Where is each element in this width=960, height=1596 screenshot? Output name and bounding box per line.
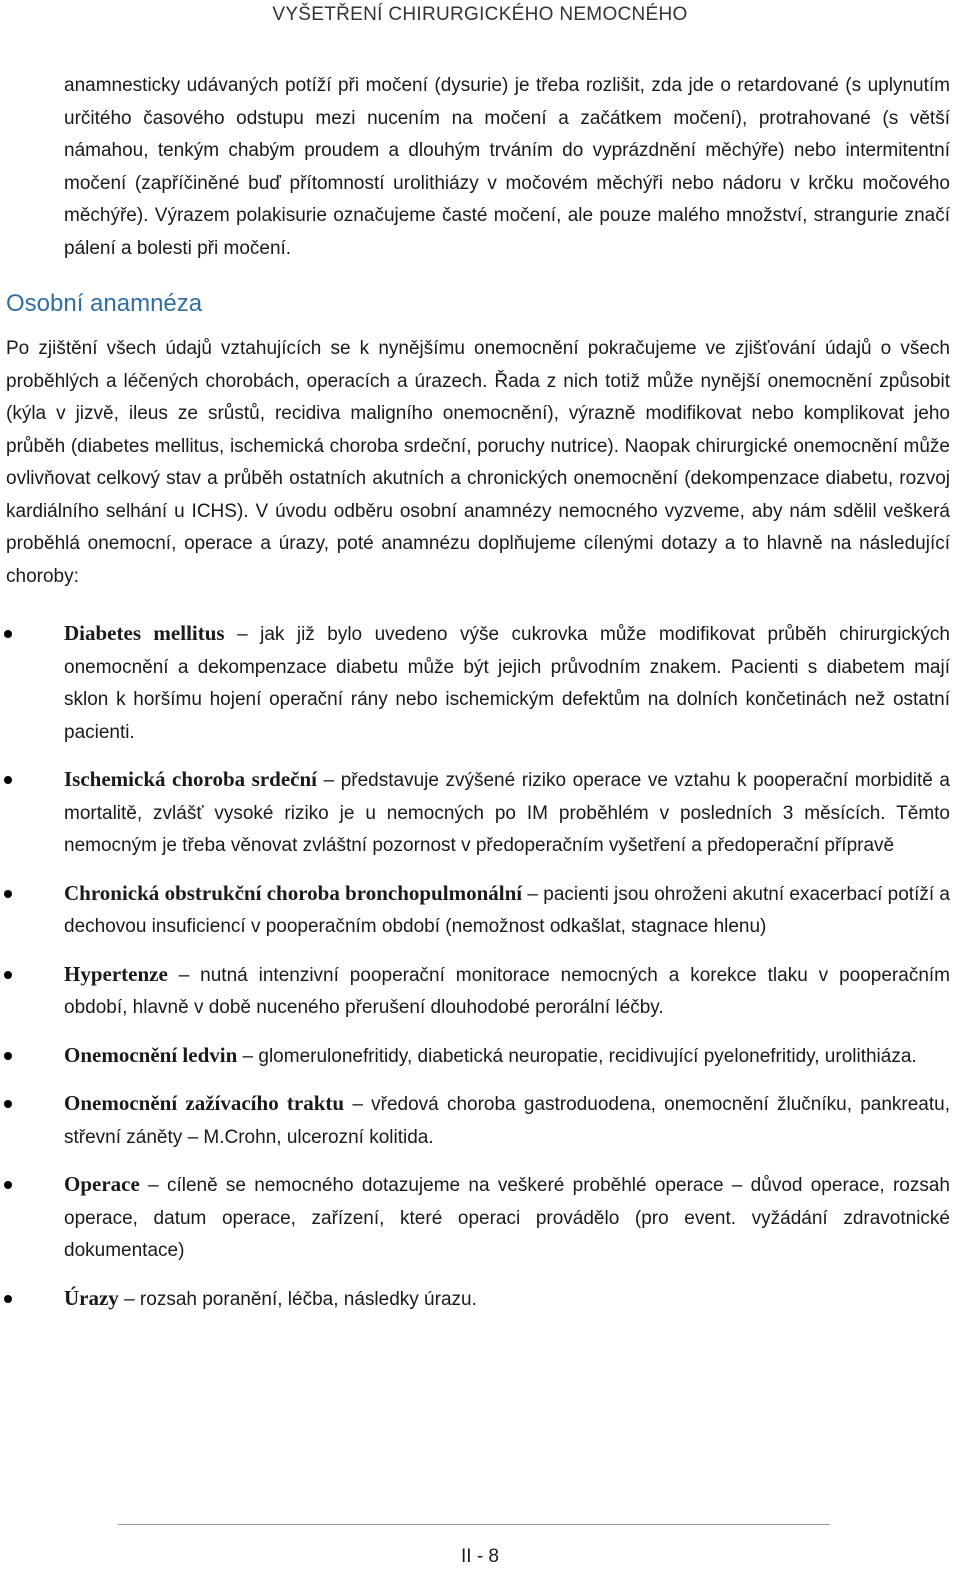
section-heading: Osobní anamnéza xyxy=(6,290,203,317)
item-term: Onemocnění zažívacího traktu xyxy=(64,1091,345,1115)
bullet-icon xyxy=(4,776,12,784)
list-item xyxy=(0,1282,950,1317)
condition-list xyxy=(0,617,950,1316)
list-item xyxy=(0,763,950,863)
item-text: – rozsah poranění, léčba, následky úrazu. xyxy=(118,1288,477,1310)
bullet-icon xyxy=(4,1052,12,1060)
item-term: Ischemická choroba srdeční xyxy=(64,767,318,791)
page-content xyxy=(0,70,960,1330)
running-header: VYŠETŘENÍ CHIRURGICKÉHO NEMOCNÉHO xyxy=(272,4,688,25)
item-text: – cíleně se nemocného dotazujeme na veškeré proběhlé operace – důvod operace, rozsah operace, datum operace, zařízení, které operaci provádělo (pro event. vyžádání zdravotnické dokumentace) xyxy=(64,1175,950,1261)
bullet-icon xyxy=(4,1100,12,1108)
list-item xyxy=(0,958,950,1025)
list-item xyxy=(0,1039,950,1074)
intro-paragraph: anamnesticky udávaných potíží při močení (dysurie) je třeba rozlišit, zda jde o retardované (s uplynutím určitého časového odstupu mezi nucením na močení a začátkem močení), protrahované (s větší námahou, tenkým chabým proudem a dlouhým trváním do vyprázdnění měchýře) nebo intermitentní močení (zapříčiněné buď přítomností urolithiázy v močovém měchýři nebo nádoru v krčku močového měchýře). Výrazem polakisurie označujeme časté močení, ale pouze malého množství, strangurie značí pálení a bolesti při močení. xyxy=(64,75,950,259)
item-term: Chronická obstrukční choroba bronchopulmonální xyxy=(64,880,523,905)
item-text: – vředová choroba gastroduodena, onemocnění žlučníku, pankreatu, střevní záněty – M.Crohn, ulcerozní kolitida. xyxy=(64,1094,951,1148)
bullet-icon xyxy=(4,890,12,898)
bullet-icon xyxy=(4,1181,12,1189)
list-item xyxy=(0,877,950,944)
list-item xyxy=(0,1168,950,1268)
section-paragraph: Po zjištění všech údajů vztahujících se k nynějšímu onemocnění pokračujeme ve zjišťování údajů o všech proběhlých a léčených chorobách, operacích a úrazech. Řada z nich totiž může nynější onemocnění způsobit (kýla v jizvě, ileus ze srůstů, recidiva maligního onemocnění), výrazně modifikovat nebo komplikovat jeho průběh (diabetes mellitus, ischemická choroba srdeční, poruchy nutrice). Naopak chirurgické onemocnění může ovlivňovat celkový stav a průběh ostatních akutních a chronických onemocnění (dekompenzace diabetu, rozvoj kardiálního selhání u ICHS). V úvodu odběru osobní anamnézy nemocného vyzveme, aby nám sdělil veškerá proběhlá onemocní, operace a úrazy, poté anamnézu doplňujeme cílenými dotazy a to hlavně na následující choroby: xyxy=(6,338,950,587)
item-text: – představuje zvýšené riziko operace ve vztahu k pooperační morbiditě a mortalitě, zvlášť vysoké riziko je u nemocných po IM proběhlém v posledních 3 měsících. Těmto nemocným je třeba věnovat zvláštní pozornost v předoperačním vyšetření a předoperační přípravě xyxy=(64,770,950,856)
item-term: Operace xyxy=(64,1172,140,1196)
bullet-icon xyxy=(4,971,12,979)
item-text: – glomerulonefritidy, diabetická neuropatie, recidivující pyelonefritidy, urolithiáza. xyxy=(237,1045,917,1067)
item-text: – nutná intenzivní pooperační monitorace nemocných a korekce tlaku v pooperačním období, hlavně v době nuceného přerušení dlouhodobé perorální léčby. xyxy=(64,964,950,1018)
list-item xyxy=(0,1087,950,1154)
item-term: Diabetes mellitus xyxy=(64,621,225,645)
item-term: Onemocnění ledvin xyxy=(64,1042,238,1067)
bullet-icon xyxy=(4,630,12,638)
item-term: Hypertenze xyxy=(64,961,168,986)
item-text: – pacienti jsou ohroženi akutní exacerbací potíží a dechovou insuficiencí v pooperačním období (nemožnost odkašlat, stagnace hlenu) xyxy=(64,883,950,937)
item-text: – jak již bylo uvedeno výše cukrovka může modifikovat průběh chirurgických onemocnění a dekompenzace diabetu může být jejich průvodním znakem. Pacienti s diabetem mají sklon k horšímu hojení operační rány nebo ischemickým defektům na dolních končetinách než ostatní pacienti. xyxy=(64,624,950,743)
footer-divider xyxy=(118,1524,830,1525)
page-number: II - 8 xyxy=(460,1546,499,1567)
item-term: Úrazy xyxy=(64,1285,119,1310)
bullet-icon xyxy=(4,1295,12,1303)
list-item xyxy=(0,617,950,749)
